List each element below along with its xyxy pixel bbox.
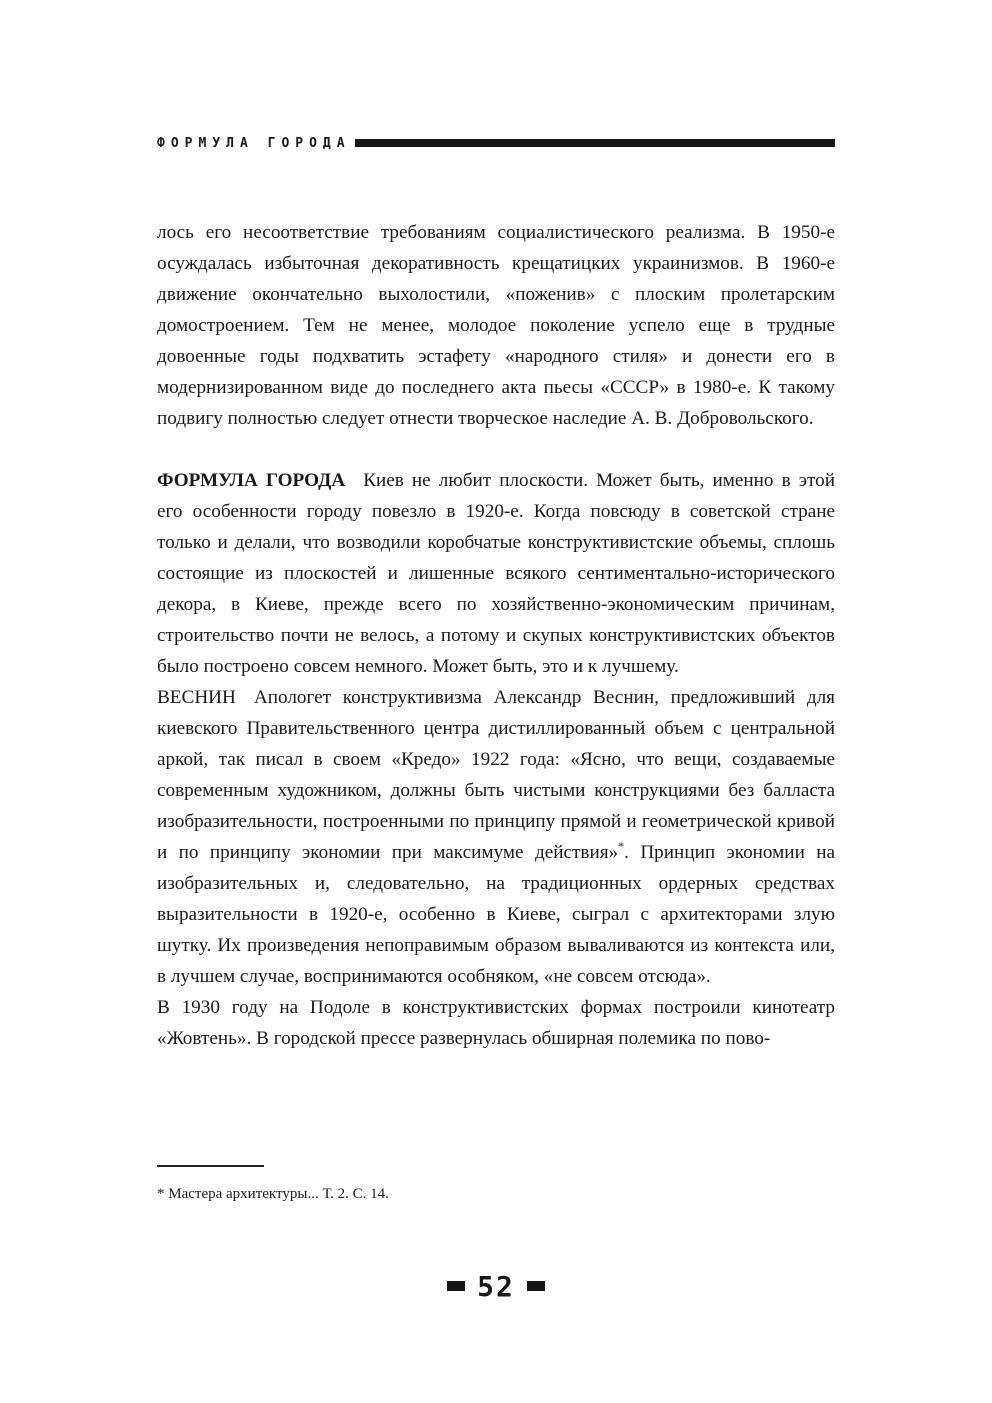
main-text xyxy=(157,217,835,1054)
paragraph-2 xyxy=(157,465,835,682)
running-head xyxy=(157,133,835,153)
paragraph-1: лось его несоответствие требованиям социалистического реализма. В 1950-е осуждалась избыточная декоративность крещатицких украинизмов. В 1960-е движение окончательно выхолостили, «поженив» с плоским пролетарским домостроением. Тем не менее, молодое поколение успело еще в трудные довоенные годы подхватить эстафету «народного стиля» и донести его в модернизированном виде до последнего акта пьесы «СССР» в 1980-е. К такому подвигу полностью следует отнести творческое наследие А. В. Добровольского. xyxy=(157,222,835,429)
running-head-title: ФОРМУЛА ГОРОДА xyxy=(157,135,351,151)
paragraph-3 xyxy=(157,682,835,992)
page-number-block xyxy=(0,1266,992,1306)
folio-left-mark xyxy=(447,1281,465,1291)
footnote: * Мастера архитектуры... Т. 2. С. 14. xyxy=(157,1186,389,1202)
paragraph-3-text-a: Апологет конструктивизма Александр Веснин, предложивший для киевского Правительственного центра дистиллированный объем с центральной аркой, так писал в своем «Кредо» 1922 года: «Ясно, что вещи, создаваемые современным художником, должны быть чистыми конструкциями без балласта изобразительности, построенными по принципу прямой и геометрической кривой и по принципу экономии при максимуме действия» xyxy=(157,687,835,863)
paragraph-4: В 1930 году на Подоле в конструктивистских формах построили кинотеатр «Жовтень». В городской прессе развернулась обширная полемика по пово- xyxy=(157,997,835,1049)
footnote-marker[interactable]: * xyxy=(618,839,625,853)
running-head-bar xyxy=(355,139,835,147)
section-lead-vesnin: ВЕСНИН xyxy=(157,687,236,708)
page-number: 52 xyxy=(477,1269,515,1303)
paragraph-3-text-b: . Принцип экономии на изобразительных и, следовательно, на традиционных ордерных средствах выразительности в 1920-е, особенно в Киеве, сыграл с архитекторами злую шутку. Их произведения непоправимым образом вываливаются из контекста или, в лучшем случае, воспринимаются особняком, «не совсем отсюда». xyxy=(157,842,836,987)
paragraph-2-text: Киев не любит плоскости. Может быть, именно в этой его особенности городу повезло в 1920-е. Когда повсюду в советской стране только и делали, что возводили коробчатые конструктивистские объемы, сплошь состоящие из плоскостей и лишенные всякого сентиментально-исторического декора, в Киеве, прежде всего по хозяйственно-экономическим причинам, строительство почти не велось, а потому и скупых конструктивистских объектов было построено совсем немного. Может быть, это и к лучшему. xyxy=(157,470,835,677)
folio-right-mark xyxy=(527,1281,545,1291)
section-lead-formula: ФОРМУЛА ГОРОДА xyxy=(157,470,346,491)
footnote-divider xyxy=(157,1165,264,1167)
